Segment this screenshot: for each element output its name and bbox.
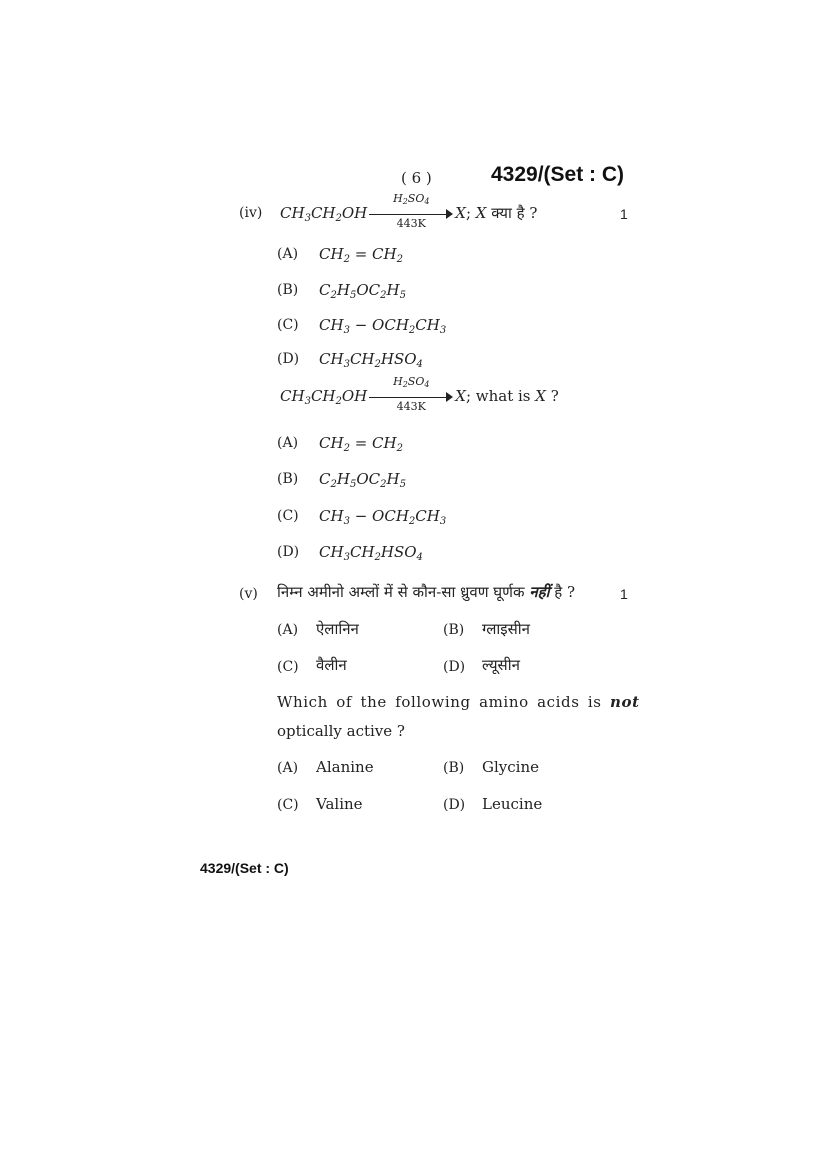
reagent-label: $H_2SO_4$ [393, 375, 430, 389]
question-number-iv: (iv) [239, 205, 263, 221]
option-label: (A) [277, 760, 299, 776]
option-label: (A) [277, 246, 299, 262]
option-formula-c: $CH_3 - OCH_2CH_3$ [319, 507, 447, 527]
option-label: (B) [277, 282, 299, 298]
option-formula-b: $C_2H_5OC_2H_5$ [319, 470, 406, 490]
option-label: (A) [277, 435, 299, 451]
option-formula-d: $CH_3CH_2HSO_4$ [319, 350, 423, 370]
reaction-arrow [369, 192, 453, 230]
emphasis-nahin: नहीं [529, 583, 550, 601]
option-text-english: Valine [316, 795, 363, 813]
option-formula-b: $C_2H_5OC_2H_5$ [319, 281, 406, 301]
paper-code-footer: 4329/(Set : C) [200, 860, 289, 876]
question-hindi-tail: ; X क्या है ? [465, 204, 538, 222]
option-text-hindi: ग्लाइसीन [482, 620, 530, 638]
option-formula-c: $CH_3 - OCH_2CH_3$ [319, 316, 447, 336]
reaction-arrow [369, 375, 453, 413]
reaction-equation-hindi: $CH_3CH_2OH$ $H_2SO_4$ 443K X; X क्या है ? [280, 192, 538, 230]
option-label: (D) [277, 544, 300, 560]
option-label: (D) [443, 797, 466, 813]
option-label: (A) [277, 622, 299, 638]
option-label: (B) [443, 622, 465, 638]
marks-v: 1 [620, 586, 628, 602]
condition-label: 443K [396, 217, 426, 230]
option-text-hindi: वैलीन [316, 656, 347, 674]
option-label: (D) [443, 659, 466, 675]
option-text-hindi: ऐलानिन [316, 620, 359, 638]
condition-label: 443K [396, 400, 426, 413]
paper-code-header: 4329/(Set : C) [491, 163, 625, 186]
option-text-english: Alanine [316, 758, 374, 776]
option-text-english: Glycine [482, 758, 539, 776]
option-formula-d: $CH_3CH_2HSO_4$ [319, 543, 423, 563]
option-formula-a: $CH_2 = CH_2$ [319, 434, 403, 454]
question-english-tail: ; what is X ? [465, 387, 559, 405]
option-label: (C) [277, 797, 299, 813]
question-v-english-line2: optically active ? [277, 722, 405, 740]
option-text-hindi: ल्यूसीन [482, 656, 520, 674]
reagent-label: $H_2SO_4$ [393, 192, 430, 206]
option-formula-a: $CH_2 = CH_2$ [319, 245, 403, 265]
option-label: (B) [443, 760, 465, 776]
question-v-hindi: निम्न अमीनो अम्लों में से कौन-सा ध्रुवण घूर्णक नहीं है ? [277, 583, 576, 601]
marks-iv: 1 [620, 206, 628, 222]
page-number: ( 6 ) [401, 169, 432, 187]
option-label: (C) [277, 659, 299, 675]
option-label: (C) [277, 508, 299, 524]
option-label: (B) [277, 471, 299, 487]
option-text-english: Leucine [482, 795, 543, 813]
question-v-english-line1: Which of the following amino acids is not [277, 693, 640, 711]
option-label: (D) [277, 351, 300, 367]
option-label: (C) [277, 317, 299, 333]
reaction-equation-english: $CH_3CH_2OH$ $H_2SO_4$ 443K X; what is X ? [280, 375, 559, 413]
emphasis-not: not [609, 693, 640, 711]
question-number-v: (v) [239, 586, 258, 602]
